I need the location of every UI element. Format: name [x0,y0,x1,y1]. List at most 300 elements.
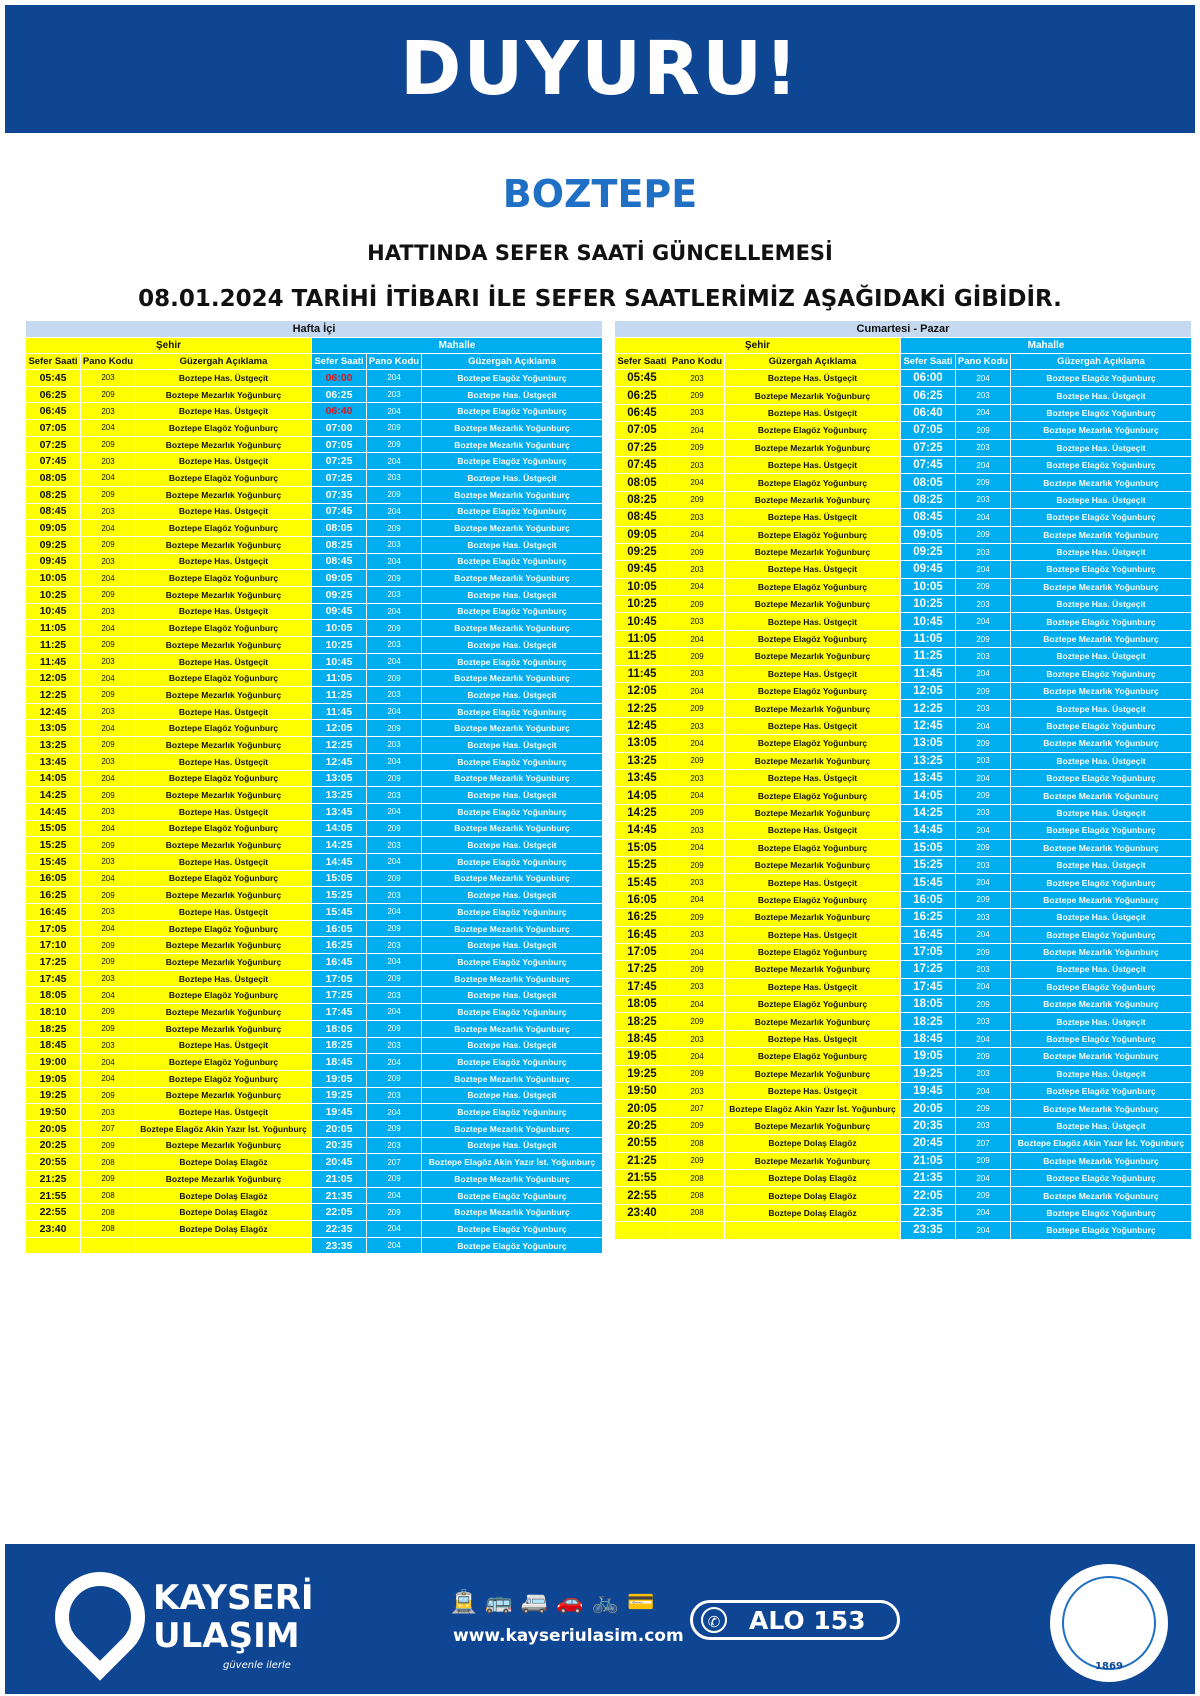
sehir-code-cell: 209 [81,1004,136,1021]
sehir-desc-cell: Boztepe Elagöz Yoğunburç [725,996,901,1013]
mahalle-time-cell: 10:45 [312,653,367,670]
mahalle-code-cell: 204 [956,926,1011,943]
schedule-row [26,637,603,654]
mahalle-desc-cell: Boztepe Elagöz Yoğunburç [1011,613,1192,630]
mahalle-time-cell: 06:40 [901,404,956,421]
schedule-row [26,670,603,687]
schedule-row [26,920,603,937]
mahalle-code-cell: 209 [367,720,422,737]
sehir-desc-cell: Boztepe Mezarlık Yoğunburç [725,387,901,404]
sehir-code-cell: 209 [81,637,136,654]
schedule-row [615,874,1192,891]
weekday-sehir-header: Şehir [26,338,312,354]
sehir-desc-cell: Boztepe Has. Üstgeçit [136,970,312,987]
sehir-desc-cell: Boztepe Has. Üstgeçit [725,613,901,630]
mahalle-code-cell: 209 [367,1020,422,1037]
sehir-code-cell: 204 [81,470,136,487]
schedule-row [615,700,1192,717]
weekday-title: Hafta İçi [26,321,603,338]
sehir-time-cell [615,1222,670,1239]
mahalle-time-cell: 18:05 [901,996,956,1013]
sehir-time-cell: 21:25 [615,1152,670,1169]
mahalle-code-cell: 207 [367,1154,422,1171]
mahalle-time-cell: 20:35 [901,1117,956,1134]
sehir-time-cell: 16:05 [615,891,670,908]
sehir-desc-cell: Boztepe Mezarlık Yoğunburç [136,887,312,904]
schedule-row [615,648,1192,665]
sehir-code-cell: 204 [670,474,725,491]
mahalle-code-cell: 204 [367,703,422,720]
mahalle-code-cell: 204 [367,603,422,620]
sehir-code-cell: 204 [670,996,725,1013]
sehir-desc-cell: Boztepe Elagöz Yoğunburç [136,820,312,837]
sehir-desc-cell: Boztepe Mezarlık Yoğunburç [136,586,312,603]
mahalle-time-cell: 22:05 [901,1187,956,1204]
sehir-time-cell: 15:25 [26,837,81,854]
sehir-desc-cell: Boztepe Mezarlık Yoğunburç [136,1087,312,1104]
sehir-code-cell: 203 [670,874,725,891]
mahalle-desc-cell: Boztepe Elagöz Yoğunburç [422,403,603,420]
mahalle-desc-cell: Boztepe Has. Üstgeçit [422,637,603,654]
mahalle-desc-cell: Boztepe Mezarlık Yoğunburç [1011,1187,1192,1204]
schedule-row [26,370,603,387]
schedule-row [615,717,1192,734]
mahalle-time-cell: 12:05 [312,720,367,737]
mahalle-desc-cell: Boztepe Elagöz Yoğunburç [422,954,603,971]
sehir-time-cell: 18:05 [615,996,670,1013]
mahalle-code-cell: 209 [367,486,422,503]
sehir-desc-cell: Boztepe Has. Üstgeçit [136,603,312,620]
mahalle-code-cell: 204 [956,1204,1011,1221]
sehir-time-cell: 16:45 [26,904,81,921]
kayseri-ulasim-logo-icon [36,1553,163,1680]
sehir-code-cell: 204 [81,520,136,537]
schedule-row [26,737,603,754]
sehir-code-cell: 203 [670,370,725,387]
sehir-code-cell: 203 [81,370,136,387]
schedule-row [615,387,1192,404]
sehir-code-cell: 204 [81,1054,136,1071]
weekday-mahalle-header: Mahalle [312,338,603,354]
schedule-row [26,453,603,470]
route-title: BOZTEPE [502,172,698,216]
mahalle-code-cell: 204 [367,853,422,870]
mahalle-time-cell: 19:45 [312,1104,367,1121]
schedule-row [615,596,1192,613]
sehir-time-cell: 07:25 [615,439,670,456]
sehir-code-cell: 209 [670,1152,725,1169]
schedule-row [26,586,603,603]
sehir-desc-cell: Boztepe Mezarlık Yoğunburç [136,386,312,403]
mahalle-time-cell: 20:45 [312,1154,367,1171]
mahalle-desc-cell: Boztepe Elagöz Yoğunburç [422,1054,603,1071]
sehir-desc-cell: Boztepe Has. Üstgeçit [725,561,901,578]
mahalle-time-cell: 19:45 [901,1083,956,1100]
sehir-code-cell: 203 [81,904,136,921]
mahalle-time-cell: 06:25 [312,386,367,403]
mahalle-code-cell: 209 [956,1100,1011,1117]
mahalle-code-cell: 209 [956,996,1011,1013]
col-code-header: Pano Kodu [81,354,136,370]
sehir-desc-cell: Boztepe Mezarlık Yoğunburç [725,1013,901,1030]
update-subtitle: HATTINDA SEFER SAATİ GÜNCELLEMESİ [367,241,833,265]
sehir-time-cell: 14:25 [615,804,670,821]
mahalle-time-cell: 16:45 [312,954,367,971]
sehir-desc-cell: Boztepe Elagöz Yoğunburç [725,735,901,752]
mahalle-desc-cell: Boztepe Has. Üstgeçit [1011,491,1192,508]
sehir-time-cell: 06:25 [26,386,81,403]
mahalle-desc-cell: Boztepe Elagöz Yoğunburç [422,853,603,870]
mahalle-time-cell: 13:05 [312,770,367,787]
mahalle-time-cell: 07:25 [901,439,956,456]
sehir-code-cell: 204 [81,870,136,887]
sehir-code-cell: 204 [81,770,136,787]
mahalle-time-cell: 15:05 [901,839,956,856]
sehir-time-cell: 17:05 [26,920,81,937]
sehir-desc-cell: Boztepe Elagöz Yoğunburç [725,891,901,908]
mahalle-desc-cell: Boztepe Elagöz Yoğunburç [422,1004,603,1021]
schedule-row [26,653,603,670]
sehir-desc-cell: Boztepe Has. Üstgeçit [136,453,312,470]
mahalle-time-cell: 17:45 [901,978,956,995]
mahalle-code-cell: 204 [956,1222,1011,1239]
col-time-header: Sefer Saati [615,354,670,370]
schedule-row [26,1020,603,1037]
sehir-desc-cell: Boztepe Elagöz Yoğunburç [725,683,901,700]
mahalle-time-cell: 17:05 [312,970,367,987]
sehir-time-cell: 18:45 [26,1037,81,1054]
mahalle-code-cell: 203 [367,1037,422,1054]
mahalle-time-cell: 09:05 [901,526,956,543]
car-parking-icon: 🚗 [556,1590,592,1615]
mahalle-time-cell: 08:25 [312,536,367,553]
sehir-time-cell: 11:05 [615,630,670,647]
sehir-desc-cell: Boztepe Elagöz Akin Yazır İst. Yoğunburç [136,1120,312,1137]
mahalle-desc-cell: Boztepe Has. Üstgeçit [1011,1117,1192,1134]
sehir-code-cell: 204 [81,720,136,737]
weekend-panel [614,320,1191,1240]
schedule-row [26,1120,603,1137]
sehir-desc-cell: Boztepe Elagöz Yoğunburç [136,620,312,637]
sehir-code-cell: 209 [670,961,725,978]
mahalle-time-cell: 20:05 [312,1120,367,1137]
schedule-row [615,996,1192,1013]
mahalle-desc-cell: Boztepe Mezarlık Yoğunburç [422,486,603,503]
mahalle-desc-cell: Boztepe Mezarlık Yoğunburç [422,1171,603,1188]
mahalle-desc-cell: Boztepe Has. Üstgeçit [422,837,603,854]
mahalle-time-cell: 20:35 [312,1137,367,1154]
mahalle-desc-cell: Boztepe Has. Üstgeçit [422,987,603,1004]
mahalle-desc-cell: Boztepe Has. Üstgeçit [1011,543,1192,560]
mahalle-code-cell: 204 [367,553,422,570]
sehir-desc-cell: Boztepe Mezarlık Yoğunburç [136,1137,312,1154]
col-time-header: Sefer Saati [26,354,81,370]
sehir-code-cell: 204 [81,570,136,587]
mahalle-code-cell: 204 [367,904,422,921]
sehir-time-cell: 21:55 [26,1187,81,1204]
mahalle-time-cell: 14:25 [901,804,956,821]
sehir-code-cell: 204 [670,891,725,908]
sehir-code-cell: 208 [81,1154,136,1171]
mahalle-time-cell: 16:25 [901,909,956,926]
mahalle-code-cell: 203 [956,491,1011,508]
mahalle-desc-cell: Boztepe Elagöz Akin Yazır İst. Yoğunburç [422,1154,603,1171]
mahalle-desc-cell: Boztepe Elagöz Yoğunburç [1011,1169,1192,1186]
sehir-time-cell: 18:45 [615,1030,670,1047]
mahalle-code-cell: 203 [367,737,422,754]
sehir-time-cell: 06:45 [615,404,670,421]
sehir-code-cell: 209 [670,909,725,926]
sehir-time-cell: 22:55 [26,1204,81,1221]
mahalle-time-cell: 17:05 [901,943,956,960]
sehir-code-cell: 203 [670,613,725,630]
mahalle-desc-cell: Boztepe Elagöz Yoğunburç [1011,665,1192,682]
mahalle-code-cell: 204 [367,1221,422,1238]
sehir-code-cell: 204 [81,620,136,637]
sehir-time-cell: 16:25 [615,909,670,926]
sehir-code-cell: 204 [81,670,136,687]
sehir-time-cell: 19:25 [615,1065,670,1082]
hotline-badge[interactable] [690,1600,900,1640]
sehir-code-cell: 209 [81,436,136,453]
sehir-time-cell: 19:50 [26,1104,81,1121]
mahalle-desc-cell: Boztepe Elagöz Akin Yazır İst. Yoğunburç [1011,1135,1192,1152]
mahalle-desc-cell: Boztepe Has. Üstgeçit [1011,387,1192,404]
mahalle-desc-cell: Boztepe Elagöz Yoğunburç [422,1237,603,1254]
schedule-row [615,1204,1192,1221]
mahalle-time-cell: 22:05 [312,1204,367,1221]
sehir-time-cell: 10:05 [615,578,670,595]
sehir-code-cell: 204 [670,683,725,700]
sehir-code-cell: 204 [670,787,725,804]
mahalle-desc-cell: Boztepe Has. Üstgeçit [422,737,603,754]
schedule-row [615,735,1192,752]
schedule-row [26,436,603,453]
schedule-row [26,937,603,954]
sehir-time-cell: 11:25 [615,648,670,665]
sehir-code-cell: 208 [670,1187,725,1204]
sehir-code-cell: 203 [81,503,136,520]
mahalle-code-cell: 209 [956,1152,1011,1169]
mahalle-code-cell: 209 [367,570,422,587]
sehir-time-cell: 11:45 [26,653,81,670]
website-link[interactable]: www.kayseriulasim.com [453,1626,684,1646]
mahalle-desc-cell: Boztepe Has. Üstgeçit [422,386,603,403]
sehir-code-cell: 203 [81,653,136,670]
sehir-time-cell: 20:05 [615,1100,670,1117]
sehir-code-cell: 208 [670,1135,725,1152]
mahalle-time-cell: 14:25 [312,837,367,854]
schedule-row [26,1171,603,1188]
sehir-time-cell: 17:45 [615,978,670,995]
mahalle-time-cell: 08:25 [901,491,956,508]
sehir-time-cell: 20:25 [26,1137,81,1154]
sehir-code-cell: 209 [81,937,136,954]
schedule-row [615,978,1192,995]
mahalle-desc-cell: Boztepe Mezarlık Yoğunburç [1011,630,1192,647]
sehir-desc-cell: Boztepe Dolaş Elagöz [136,1221,312,1238]
weekday-panel [25,320,602,1254]
mahalle-desc-cell: Boztepe Elagöz Yoğunburç [422,370,603,387]
sehir-desc-cell: Boztepe Mezarlık Yoğunburç [725,1117,901,1134]
sehir-code-cell [81,1237,136,1254]
col-time-header: Sefer Saati [901,354,956,370]
mahalle-desc-cell: Boztepe Mezarlık Yoğunburç [422,620,603,637]
mahalle-code-cell: 204 [956,717,1011,734]
mahalle-desc-cell: Boztepe Has. Üstgeçit [1011,804,1192,821]
sehir-desc-cell: Boztepe Mezarlık Yoğunburç [725,596,901,613]
col-desc-header: Güzergah Açıklama [1011,354,1192,370]
sehir-code-cell: 209 [670,387,725,404]
schedule-row [615,613,1192,630]
sehir-desc-cell: Boztepe Has. Üstgeçit [725,769,901,786]
sehir-time-cell: 10:25 [615,596,670,613]
mahalle-code-cell: 203 [367,937,422,954]
sehir-time-cell: 09:05 [615,526,670,543]
schedule-row [615,578,1192,595]
sehir-time-cell: 14:45 [26,803,81,820]
sehir-desc-cell: Boztepe Elagöz Yoğunburç [136,1054,312,1071]
mahalle-time-cell: 06:40 [312,403,367,420]
sehir-time-cell: 12:45 [615,717,670,734]
sehir-desc-cell: Boztepe Elagöz Yoğunburç [725,630,901,647]
mahalle-time-cell: 18:45 [901,1030,956,1047]
sehir-desc-cell: Boztepe Elagöz Yoğunburç [725,943,901,960]
sehir-time-cell: 07:45 [615,456,670,473]
phone-icon: ✆ [701,1607,727,1633]
sehir-desc-cell: Boztepe Has. Üstgeçit [136,803,312,820]
mahalle-desc-cell: Boztepe Elagöz Yoğunburç [422,503,603,520]
sehir-desc-cell: Boztepe Elagöz Yoğunburç [725,578,901,595]
sehir-desc-cell: Boztepe Mezarlık Yoğunburç [136,937,312,954]
mahalle-code-cell: 203 [367,887,422,904]
sehir-desc-cell: Boztepe Elagöz Yoğunburç [725,1048,901,1065]
sehir-desc-cell [725,1222,901,1239]
mahalle-desc-cell: Boztepe Has. Üstgeçit [1011,648,1192,665]
sehir-code-cell [670,1222,725,1239]
mahalle-time-cell: 07:45 [901,456,956,473]
sehir-code-cell: 209 [670,596,725,613]
schedule-row [26,1104,603,1121]
sehir-desc-cell: Boztepe Mezarlık Yoğunburç [725,1152,901,1169]
mahalle-time-cell: 07:00 [312,420,367,437]
sehir-code-cell: 209 [81,486,136,503]
footer-bar [5,1544,1195,1694]
schedule-row [615,422,1192,439]
schedule-row [615,839,1192,856]
mahalle-desc-cell: Boztepe Elagöz Yoğunburç [422,1221,603,1238]
mahalle-time-cell: 23:35 [312,1237,367,1254]
sehir-desc-cell: Boztepe Mezarlık Yoğunburç [725,856,901,873]
mahalle-desc-cell: Boztepe Elagöz Yoğunburç [1011,769,1192,786]
sehir-desc-cell: Boztepe Elagöz Yoğunburç [136,770,312,787]
sehir-time-cell: 23:40 [615,1204,670,1221]
sehir-time-cell: 11:45 [615,665,670,682]
sehir-desc-cell: Boztepe Mezarlık Yoğunburç [136,837,312,854]
sehir-desc-cell: Boztepe Mezarlık Yoğunburç [136,1171,312,1188]
sehir-code-cell: 203 [670,926,725,943]
sehir-desc-cell: Boztepe Has. Üstgeçit [136,503,312,520]
sehir-desc-cell: Boztepe Has. Üstgeçit [136,553,312,570]
sehir-code-cell: 203 [81,603,136,620]
mahalle-code-cell: 204 [367,1237,422,1254]
mahalle-code-cell: 203 [367,386,422,403]
mahalle-code-cell: 209 [367,920,422,937]
mahalle-desc-cell: Boztepe Mezarlık Yoğunburç [1011,996,1192,1013]
mahalle-code-cell: 209 [956,839,1011,856]
sehir-desc-cell: Boztepe Mezarlık Yoğunburç [725,700,901,717]
mahalle-desc-cell: Boztepe Has. Üstgeçit [422,937,603,954]
sehir-desc-cell: Boztepe Elagöz Yoğunburç [136,920,312,937]
mahalle-desc-cell: Boztepe Has. Üstgeçit [422,687,603,704]
mahalle-code-cell: 204 [956,665,1011,682]
mahalle-time-cell: 19:25 [901,1065,956,1082]
schedule-row [26,1037,603,1054]
schedule-row [26,420,603,437]
mahalle-desc-cell: Boztepe Elagöz Yoğunburç [422,553,603,570]
sehir-time-cell: 07:25 [26,436,81,453]
sehir-desc-cell: Boztepe Has. Üstgeçit [725,665,901,682]
schedule-row [615,1083,1192,1100]
schedule-row [615,1100,1192,1117]
mahalle-code-cell: 209 [956,422,1011,439]
mahalle-desc-cell: Boztepe Has. Üstgeçit [422,887,603,904]
mahalle-code-cell: 209 [367,520,422,537]
sehir-code-cell: 203 [670,665,725,682]
mahalle-time-cell: 07:25 [312,470,367,487]
mahalle-time-cell: 13:05 [901,735,956,752]
sehir-time-cell: 16:45 [615,926,670,943]
schedule-row [615,630,1192,647]
sehir-desc-cell: Boztepe Mezarlık Yoğunburç [136,954,312,971]
mahalle-desc-cell: Boztepe Has. Üstgeçit [422,470,603,487]
mahalle-code-cell: 204 [956,456,1011,473]
sehir-code-cell: 203 [81,753,136,770]
sehir-time-cell: 14:05 [615,787,670,804]
sehir-code-cell: 209 [81,536,136,553]
mahalle-desc-cell: Boztepe Has. Üstgeçit [1011,1013,1192,1030]
sehir-code-cell: 209 [670,804,725,821]
schedule-row [26,1221,603,1238]
col-code-header: Pano Kodu [367,354,422,370]
sehir-code-cell: 204 [81,1070,136,1087]
sehir-code-cell: 209 [670,1013,725,1030]
mahalle-code-cell: 204 [367,453,422,470]
sehir-desc-cell: Boztepe Has. Üstgeçit [725,874,901,891]
schedule-row [615,804,1192,821]
sehir-time-cell: 07:05 [615,422,670,439]
mahalle-time-cell: 19:25 [312,1087,367,1104]
mahalle-desc-cell: Boztepe Mezarlık Yoğunburç [1011,526,1192,543]
mahalle-desc-cell: Boztepe Elagöz Yoğunburç [1011,717,1192,734]
schedule-row [615,491,1192,508]
schedule-row [26,403,603,420]
sehir-desc-cell: Boztepe Mezarlık Yoğunburç [136,637,312,654]
card-icon: 💳 [627,1590,663,1615]
sehir-desc-cell: Boztepe Mezarlık Yoğunburç [136,737,312,754]
sehir-code-cell: 209 [81,1087,136,1104]
schedule-row [615,370,1192,387]
mahalle-desc-cell: Boztepe Has. Üstgeçit [1011,1065,1192,1082]
mahalle-desc-cell: Boztepe Elagöz Yoğunburç [1011,1204,1192,1221]
mahalle-code-cell: 203 [956,648,1011,665]
mahalle-desc-cell: Boztepe Elagöz Yoğunburç [422,1187,603,1204]
weekend-rows [615,370,1192,1240]
sehir-desc-cell: Boztepe Mezarlık Yoğunburç [136,486,312,503]
brand-name-line2: ULAŞIM [153,1616,300,1656]
mahalle-time-cell: 08:05 [312,520,367,537]
sehir-time-cell: 18:25 [26,1020,81,1037]
